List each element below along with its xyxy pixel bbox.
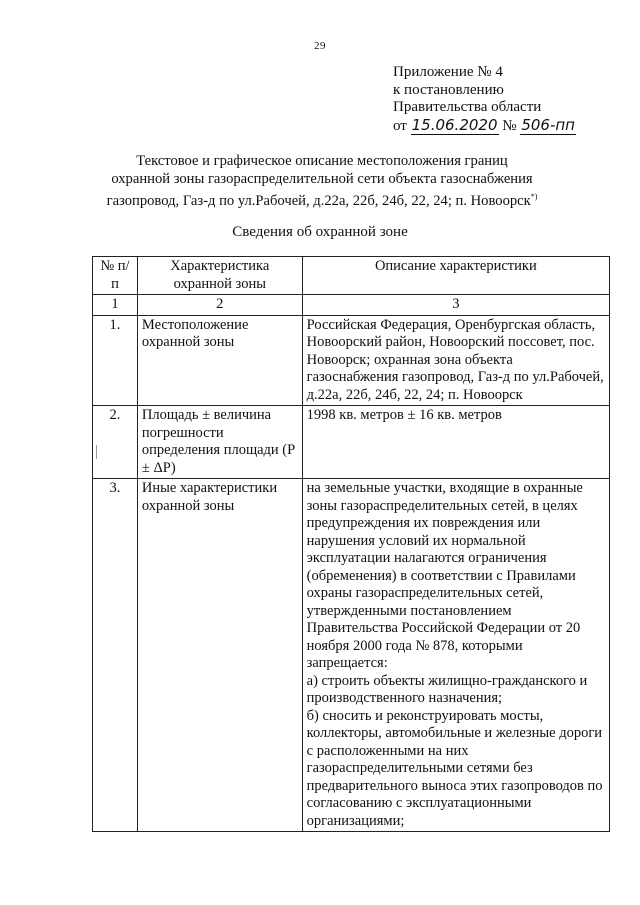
appendix-line-3: Правительства области <box>393 99 542 115</box>
row-3-item-a: а) строить объекты жилищно-гражданского и производственного назначения; <box>306 672 588 706</box>
title-line-3 <box>92 188 552 210</box>
appendix-date-line <box>393 117 576 136</box>
zone-table <box>92 256 610 832</box>
section-subtitle: Сведения об охранной зоне <box>232 224 408 240</box>
column-number-3: 3 <box>302 295 609 316</box>
column-number-2: 2 <box>137 295 302 316</box>
header-num: № п/п <box>93 257 138 295</box>
title-line-3-text: газопровод, Газ-д по ул.Рабочей, д.22а, 22б, 24б, 22, 24; п. Новоорск <box>106 192 531 209</box>
row-2-description: 1998 кв. метров ± 16 кв. метров <box>302 406 609 479</box>
page-number: 29 <box>314 40 326 52</box>
table-row <box>93 479 610 832</box>
column-number-row <box>93 295 610 316</box>
appendix-line-2: к постановлению <box>393 81 504 98</box>
appendix-block <box>393 64 576 135</box>
handwritten-number: 506-пп <box>521 115 575 134</box>
table-row <box>93 406 610 479</box>
footnote-mark: *) <box>530 192 538 201</box>
row-3-item-b: б) сносить и реконструировать мосты, коллекторы, автомобильные и железные дороги с расположенными на них газораспределительными сетями без предварительного выноса этих газопроводов по согласованию с эксплуатационными организациями; <box>306 707 603 829</box>
row-3-characteristic: Иные характеристики охранной зоны <box>137 479 302 832</box>
header-description: Описание характеристики <box>302 257 609 295</box>
row-3-num: 3. <box>93 479 138 832</box>
row-1-num: 1. <box>93 315 138 406</box>
number-prefix: № <box>502 117 517 134</box>
table-row <box>93 315 610 406</box>
table-header-row <box>93 257 610 295</box>
title-line-1: Текстовое и графическое описание местоположения границ <box>136 153 508 169</box>
row-2-num: 2. <box>93 406 138 479</box>
row-3-description-cell <box>302 479 609 832</box>
header-characteristic: Характеристика охранной зоны <box>137 257 302 295</box>
handwritten-date: 15.06.2020 <box>411 115 498 134</box>
row-1-description: Российская Федерация, Оренбургская область, Новоорский район, Новоорский поссовет, пос. Новоорск; охранная зона объекта газоснабжения газопровод, Газ-д по ул.Рабочей, д.22а, 22б, 24б, 22, 24; п. Новоорск <box>302 315 609 406</box>
date-prefix: от <box>393 117 407 134</box>
title-line-2: охранной зоны газораспределительной сети объекта газоснабжения <box>111 171 533 187</box>
document-title <box>92 152 552 210</box>
row-1-characteristic: Местоположение охранной зоны <box>137 315 302 406</box>
row-3-description: на земельные участки, входящие в охранные зоны газораспределительных сетей, в целях предупреждения их повреждения или нарушения условий их нормальной эксплуатации налагаются ограничения (обременения) в соответствии с Правилами охраны газораспределительных сетей, утвержденными постановлением Правительства Российской Федерации от 20 ноября 2000 года № 878, которыми запрещается: <box>306 480 583 671</box>
row-2-characteristic: Площадь ± величина погрешности определения площади (Р ± ΔР) <box>137 406 302 479</box>
appendix-line-1: Приложение № 4 <box>393 64 503 80</box>
column-number-1: 1 <box>93 295 138 316</box>
